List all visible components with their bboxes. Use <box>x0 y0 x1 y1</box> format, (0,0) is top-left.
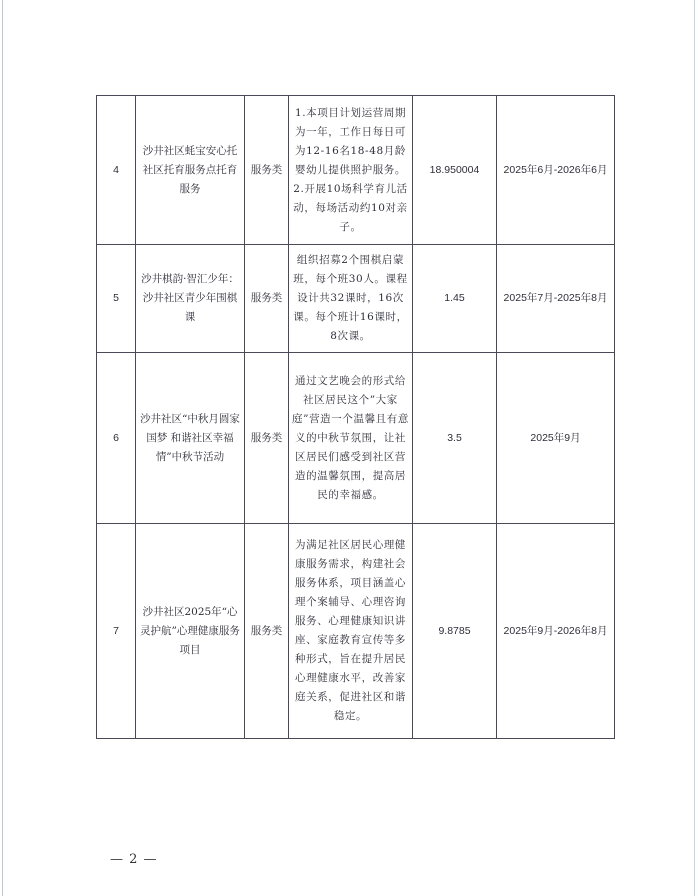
project-description: 组织招募2个围棋启蒙班，每个班30人。课程设计共32课时，16次课。每个班计16课时，8次课。 <box>289 245 413 353</box>
page-margin-line-left <box>2 0 3 896</box>
project-period: 2025年9月 <box>497 353 615 524</box>
project-period: 2025年9月-2026年8月 <box>497 524 615 739</box>
project-description: 为满足社区居民心理健康服务需求，构建社会服务体系，项目涵盖心理个案辅导、心理咨询服务、心理健康知识讲座、家庭教育宣传等多种形式，旨在提升居民心理健康水平，改善家庭关系，促进社区和谐稳定。 <box>289 524 413 739</box>
project-name: 沙井棋韵·智汇少年：沙井社区青少年围棋课 <box>136 245 245 353</box>
project-name: 沙井社区“中秋月圆家国梦 和谐社区幸福情”中秋节活动 <box>136 353 245 524</box>
project-name: 沙井社区蚝宝安心托社区托育服务点托育服务 <box>136 96 245 245</box>
project-amount: 18.950004 <box>413 96 497 245</box>
project-amount: 3.5 <box>413 353 497 524</box>
project-category: 服务类 <box>245 96 289 245</box>
project-amount: 9.8785 <box>413 524 497 739</box>
table-row <box>97 245 615 353</box>
project-amount: 1.45 <box>413 245 497 353</box>
project-period: 2025年7月-2025年8月 <box>497 245 615 353</box>
row-index: 7 <box>97 524 136 739</box>
project-category: 服务类 <box>245 524 289 739</box>
project-category: 服务类 <box>245 353 289 524</box>
row-index: 6 <box>97 353 136 524</box>
project-table <box>96 95 615 739</box>
row-index: 4 <box>97 96 136 245</box>
page-margin-line-right <box>694 0 695 896</box>
table-row <box>97 524 615 739</box>
row-index: 5 <box>97 245 136 353</box>
project-name: 沙井社区2025年“心灵护航”心理健康服务项目 <box>136 524 245 739</box>
project-category: 服务类 <box>245 245 289 353</box>
project-description: 1.本项目计划运营周期为一年，工作日每日可为12-16名18-48月龄婴幼儿提供照护服务。2.开展10场科学育儿活动，每场活动约10对亲子。 <box>289 96 413 245</box>
table-row <box>97 353 615 524</box>
table-row <box>97 96 615 245</box>
project-description: 通过文艺晚会的形式给社区居民这个”大家庭”营造一个温馨且有意义的中秋节氛围，让社区居民们感受到社区营造的温馨氛围，提高居民的幸福感。 <box>289 353 413 524</box>
page-number: — 2 — <box>110 852 158 867</box>
project-period: 2025年6月-2026年6月 <box>497 96 615 245</box>
